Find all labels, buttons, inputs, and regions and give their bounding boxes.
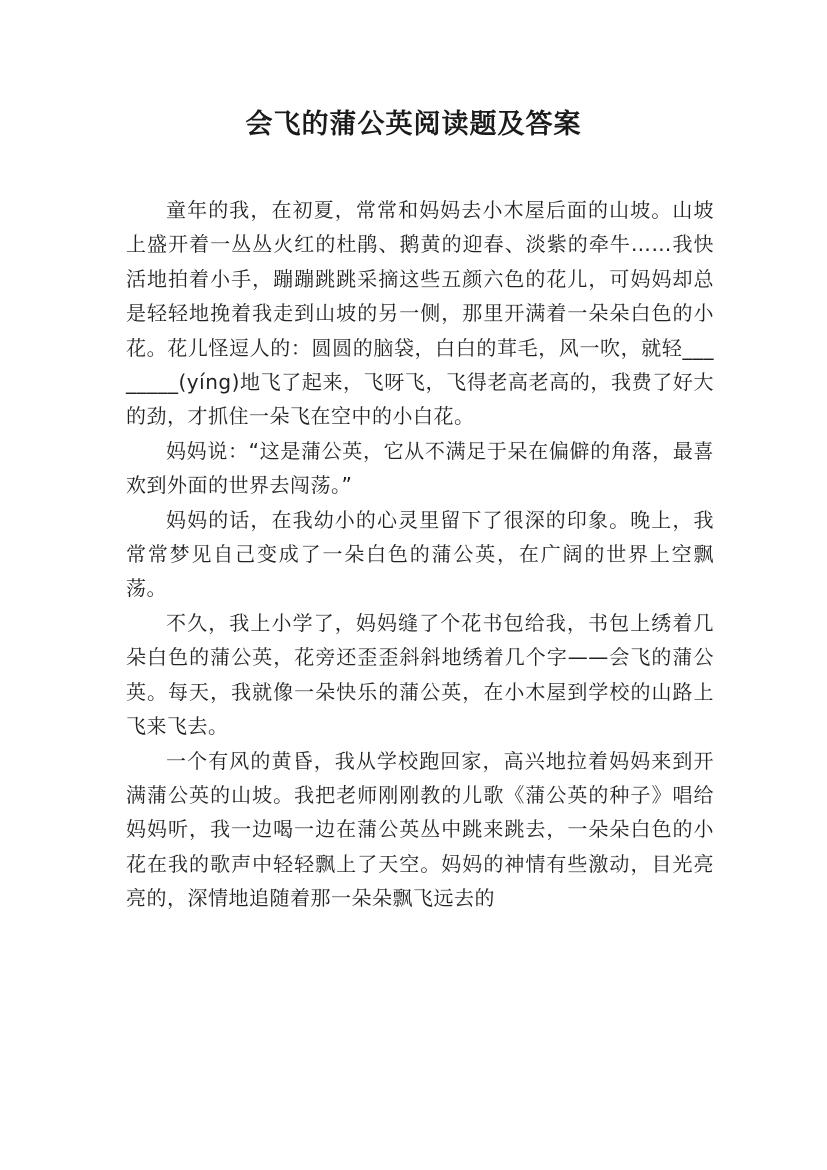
paragraph-2: 妈妈说：“这是蒲公英，它从不满足于呆在偏僻的角落，最喜欢到外面的世界去闯荡。” <box>126 438 714 498</box>
paragraph-3: 妈妈的话，在我幼小的心灵里留下了很深的印象。晚上，我常常梦见自己变成了一朵白色的蒲公英，在广阔的世界上空飘荡。 <box>126 507 714 601</box>
paragraph-4: 不久，我上小学了，妈妈缝了个花书包给我，书包上绣着几朵白色的蒲公英，花旁还歪歪斜斜地绣着几个字——会飞的蒲公英。每天，我就像一朵快乐的蒲公英，在小木屋到学校的山路上飞来飞去。 <box>126 610 714 739</box>
paragraph-5: 一个有风的黄昏，我从学校跑回家，高兴地拉着妈妈来到开满蒲公英的山坡。我把老师刚刚教的儿歌《蒲公英的种子》唱给妈妈听，我一边喝一边在蒲公英丛中跳来跳去，一朵朵白色的小花在我的歌声中轻轻飘上了天空。妈妈的神情有些激动，目光亮亮的，深情地追随着那一朵朵飘飞远去的 <box>126 748 714 911</box>
paragraph-1: 童年的我，在初夏，常常和妈妈去小木屋后面的山坡。山坡上盛开着一丛丛火红的杜鹃、鹅黄的迎春、淡紫的牵牛……我快活地拍着小手，蹦蹦跳跳采摘这些五颜六色的花儿，可妈妈却总是轻轻地挽着我走到山坡的另一侧，那里开满着一朵朵白色的小花。花儿怪逗人的：圆圆的脑袋，白白的茸毛，风一吹，就轻________(yíng)地飞了起来，飞呀飞，飞得老高老高的，我费了好大的劲，才抓住一朵飞在空中的小白花。 <box>126 198 714 429</box>
article-body <box>126 193 714 916</box>
document-title: 会飞的蒲公英阅读题及答案 <box>245 109 582 140</box>
